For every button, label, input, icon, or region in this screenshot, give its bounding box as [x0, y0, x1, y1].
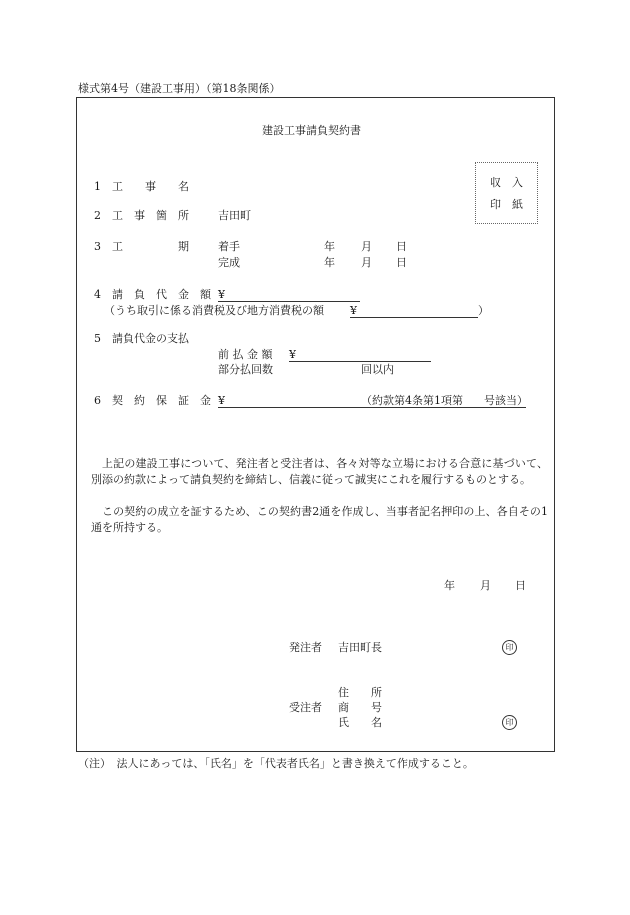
item-4-tax-close: ） [478, 304, 489, 317]
item-4-tax-yen: ¥ [350, 304, 357, 317]
stamp-line-1: 収 入 [490, 176, 523, 189]
form-label: 様式第4号（建設工事用）（第18条関係） [78, 82, 281, 95]
body-paragraph-2: この契約の成立を証するため、この契約書2通を作成し、当事者記名押印の上、各自その1通を所持する。 [91, 505, 548, 534]
body-paragraph-1: 上記の建設工事について、発注者と受注者は、各々対等な立場における合意に基づいて、別添の約款によって請負契約を締結し、信義に従って誠実にこれを履行するものとする。 [91, 457, 548, 486]
item-6-number: 6 [94, 394, 101, 407]
item-3-label: 工 期 [112, 240, 189, 253]
item-4-tax-line [350, 317, 478, 318]
footnote: （注） 法人にあっては、「氏名」を「代表者氏名」と書き換えて作成すること。 [78, 757, 474, 770]
orderer-seal: 印 [502, 640, 517, 655]
item-1-label: 工 事 名 [112, 180, 189, 193]
item-5-label: 請負代金の支払 [112, 332, 189, 345]
item-4-label: 請 負 代 金 額 [112, 288, 211, 301]
contractor-name-label: 氏 名 [338, 716, 382, 729]
item-1-number: 1 [94, 180, 101, 193]
item-5-number: 5 [94, 332, 101, 345]
item-4-number: 4 [94, 288, 101, 301]
item-3-start-month: 月 [361, 240, 372, 253]
item-4-yen: ¥ [218, 288, 225, 301]
item-5-partial-label: 部分払回数 [218, 363, 273, 376]
orderer-label: 発注者 [289, 641, 322, 654]
orderer-name: 吉田町長 [338, 641, 382, 654]
contractor-address-label: 住 所 [338, 686, 382, 699]
item-3-end-month: 月 [361, 256, 372, 269]
document-title: 建設工事請負契約書 [262, 124, 361, 137]
stamp-line-2: 印 紙 [490, 198, 523, 211]
item-3-end-year: 年 [324, 256, 335, 269]
item-6-yen: ¥ [218, 394, 225, 407]
item-6-line [218, 407, 526, 408]
date-month: 月 [480, 579, 491, 592]
item-6-label: 契 約 保 証 金 [112, 394, 211, 407]
item-3-number: 3 [94, 240, 101, 253]
contractor-trade-label: 商 号 [338, 701, 382, 714]
revenue-stamp-box [475, 162, 538, 224]
item-5-advance-label: 前 払 金 額 [218, 348, 273, 361]
contractor-label: 受注者 [289, 701, 322, 714]
contractor-seal: 印 [502, 715, 517, 730]
item-3-end-day: 日 [396, 256, 407, 269]
item-3-end: 完成 [218, 256, 240, 269]
item-5-advance-yen: ¥ [289, 348, 296, 361]
item-6-clause-post: 号該当） [484, 394, 528, 407]
item-6-clause-pre: （約款第4条第1項第 [361, 394, 463, 407]
item-2-label: 工 事 箇 所 [112, 209, 189, 222]
item-4-tax-label: （うち取引に係る消費税及び地方消費税の額 [104, 304, 324, 317]
item-4-amount-line [218, 301, 360, 302]
item-5-partial-suffix: 回以内 [361, 363, 394, 376]
item-3-start-year: 年 [324, 240, 335, 253]
date-year: 年 [444, 579, 455, 592]
item-5-advance-line [289, 361, 431, 362]
date-day: 日 [515, 579, 526, 592]
item-3-start: 着手 [218, 240, 240, 253]
item-2-number: 2 [94, 209, 101, 222]
item-3-start-day: 日 [396, 240, 407, 253]
item-2-value: 吉田町 [218, 209, 251, 222]
